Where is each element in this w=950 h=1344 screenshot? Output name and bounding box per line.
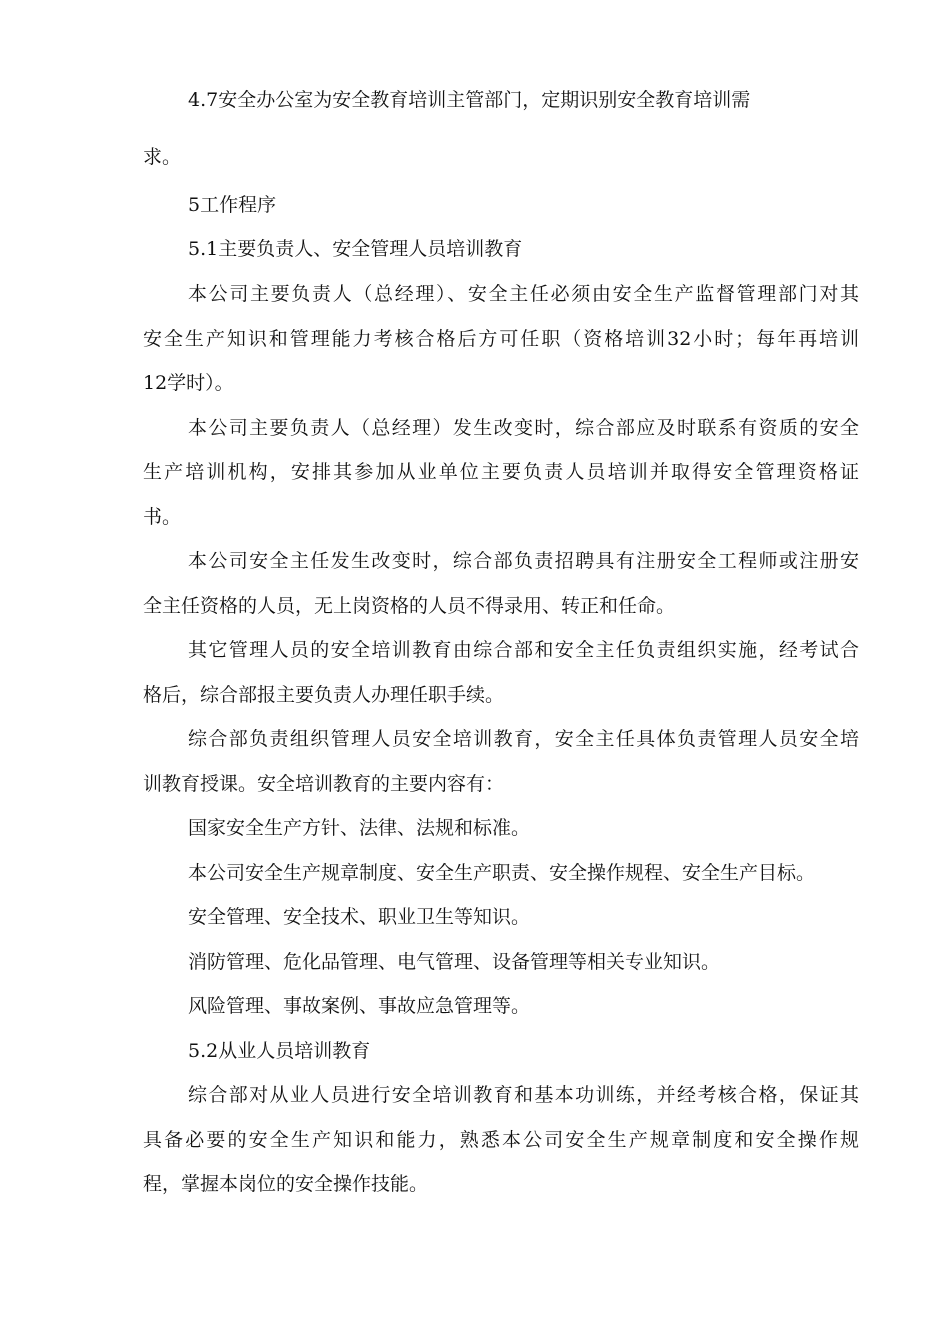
paragraph-4-7-line-1: 4.7安全办公室为安全教育培训主管部门，定期识别安全教育培训需 [188,89,751,111]
paragraph-1-line-3: 12学时）。 [143,372,234,394]
paragraph-4-7-line-2: 求。 [143,146,182,168]
paragraph-1-line-2: 安全生产知识和管理能力考核合格后方可任职（资格培训32小时；每年再培训 [143,328,859,350]
paragraph-6-line-3: 程，掌握本岗位的安全操作技能。 [143,1173,429,1195]
paragraph-4-line-1: 其它管理人员的安全培训教育由综合部和安全主任负责组织实施，经考试合 [188,639,859,661]
paragraph-4-line-2: 格后，综合部报主要负责人办理任职手续。 [143,684,505,706]
content-item-2: 本公司安全生产规章制度、安全生产职责、安全操作规程、安全生产目标。 [188,862,816,884]
content-item-5: 风险管理、事故案例、事故应急管理等。 [188,995,531,1017]
section-heading-5: 5工作程序 [188,194,277,216]
paragraph-6-line-2: 具备必要的安全生产知识和能力，熟悉本公司安全生产规章制度和安全操作规 [143,1129,859,1151]
paragraph-3-line-1: 本公司安全主任发生改变时，综合部负责招聘具有注册安全工程师或注册安 [188,550,859,572]
content-item-4: 消防管理、危化品管理、电气管理、设备管理等相关专业知识。 [188,951,721,973]
paragraph-5-line-1: 综合部负责组织管理人员安全培训教育，安全主任具体负责管理人员安全培 [188,728,859,750]
paragraph-2-line-3: 书。 [143,506,182,528]
paragraph-2-line-2: 生产培训机构，安排其参加从业单位主要负责人员培训并取得安全管理资格证 [143,461,859,483]
paragraph-6-line-1: 综合部对从业人员进行安全培训教育和基本功训练，并经考核合格，保证其 [188,1084,859,1106]
subsection-heading-5-1: 5.1主要负责人、安全管理人员培训教育 [188,238,523,260]
paragraph-5-line-2: 训教育授课。安全培训教育的主要内容有： [143,773,505,795]
content-item-3: 安全管理、安全技术、职业卫生等知识。 [188,906,531,928]
content-item-1: 国家安全生产方针、法律、法规和标准。 [188,817,531,839]
paragraph-1-line-1: 本公司主要负责人（总经理）、安全主任必须由安全生产监督管理部门对其 [188,283,859,305]
subsection-heading-5-2: 5.2从业人员培训教育 [188,1040,371,1062]
paragraph-2-line-1: 本公司主要负责人（总经理）发生改变时，综合部应及时联系有资质的安全 [188,417,859,439]
paragraph-3-line-2: 全主任资格的人员，无上岗资格的人员不得录用、转正和任命。 [143,595,676,617]
